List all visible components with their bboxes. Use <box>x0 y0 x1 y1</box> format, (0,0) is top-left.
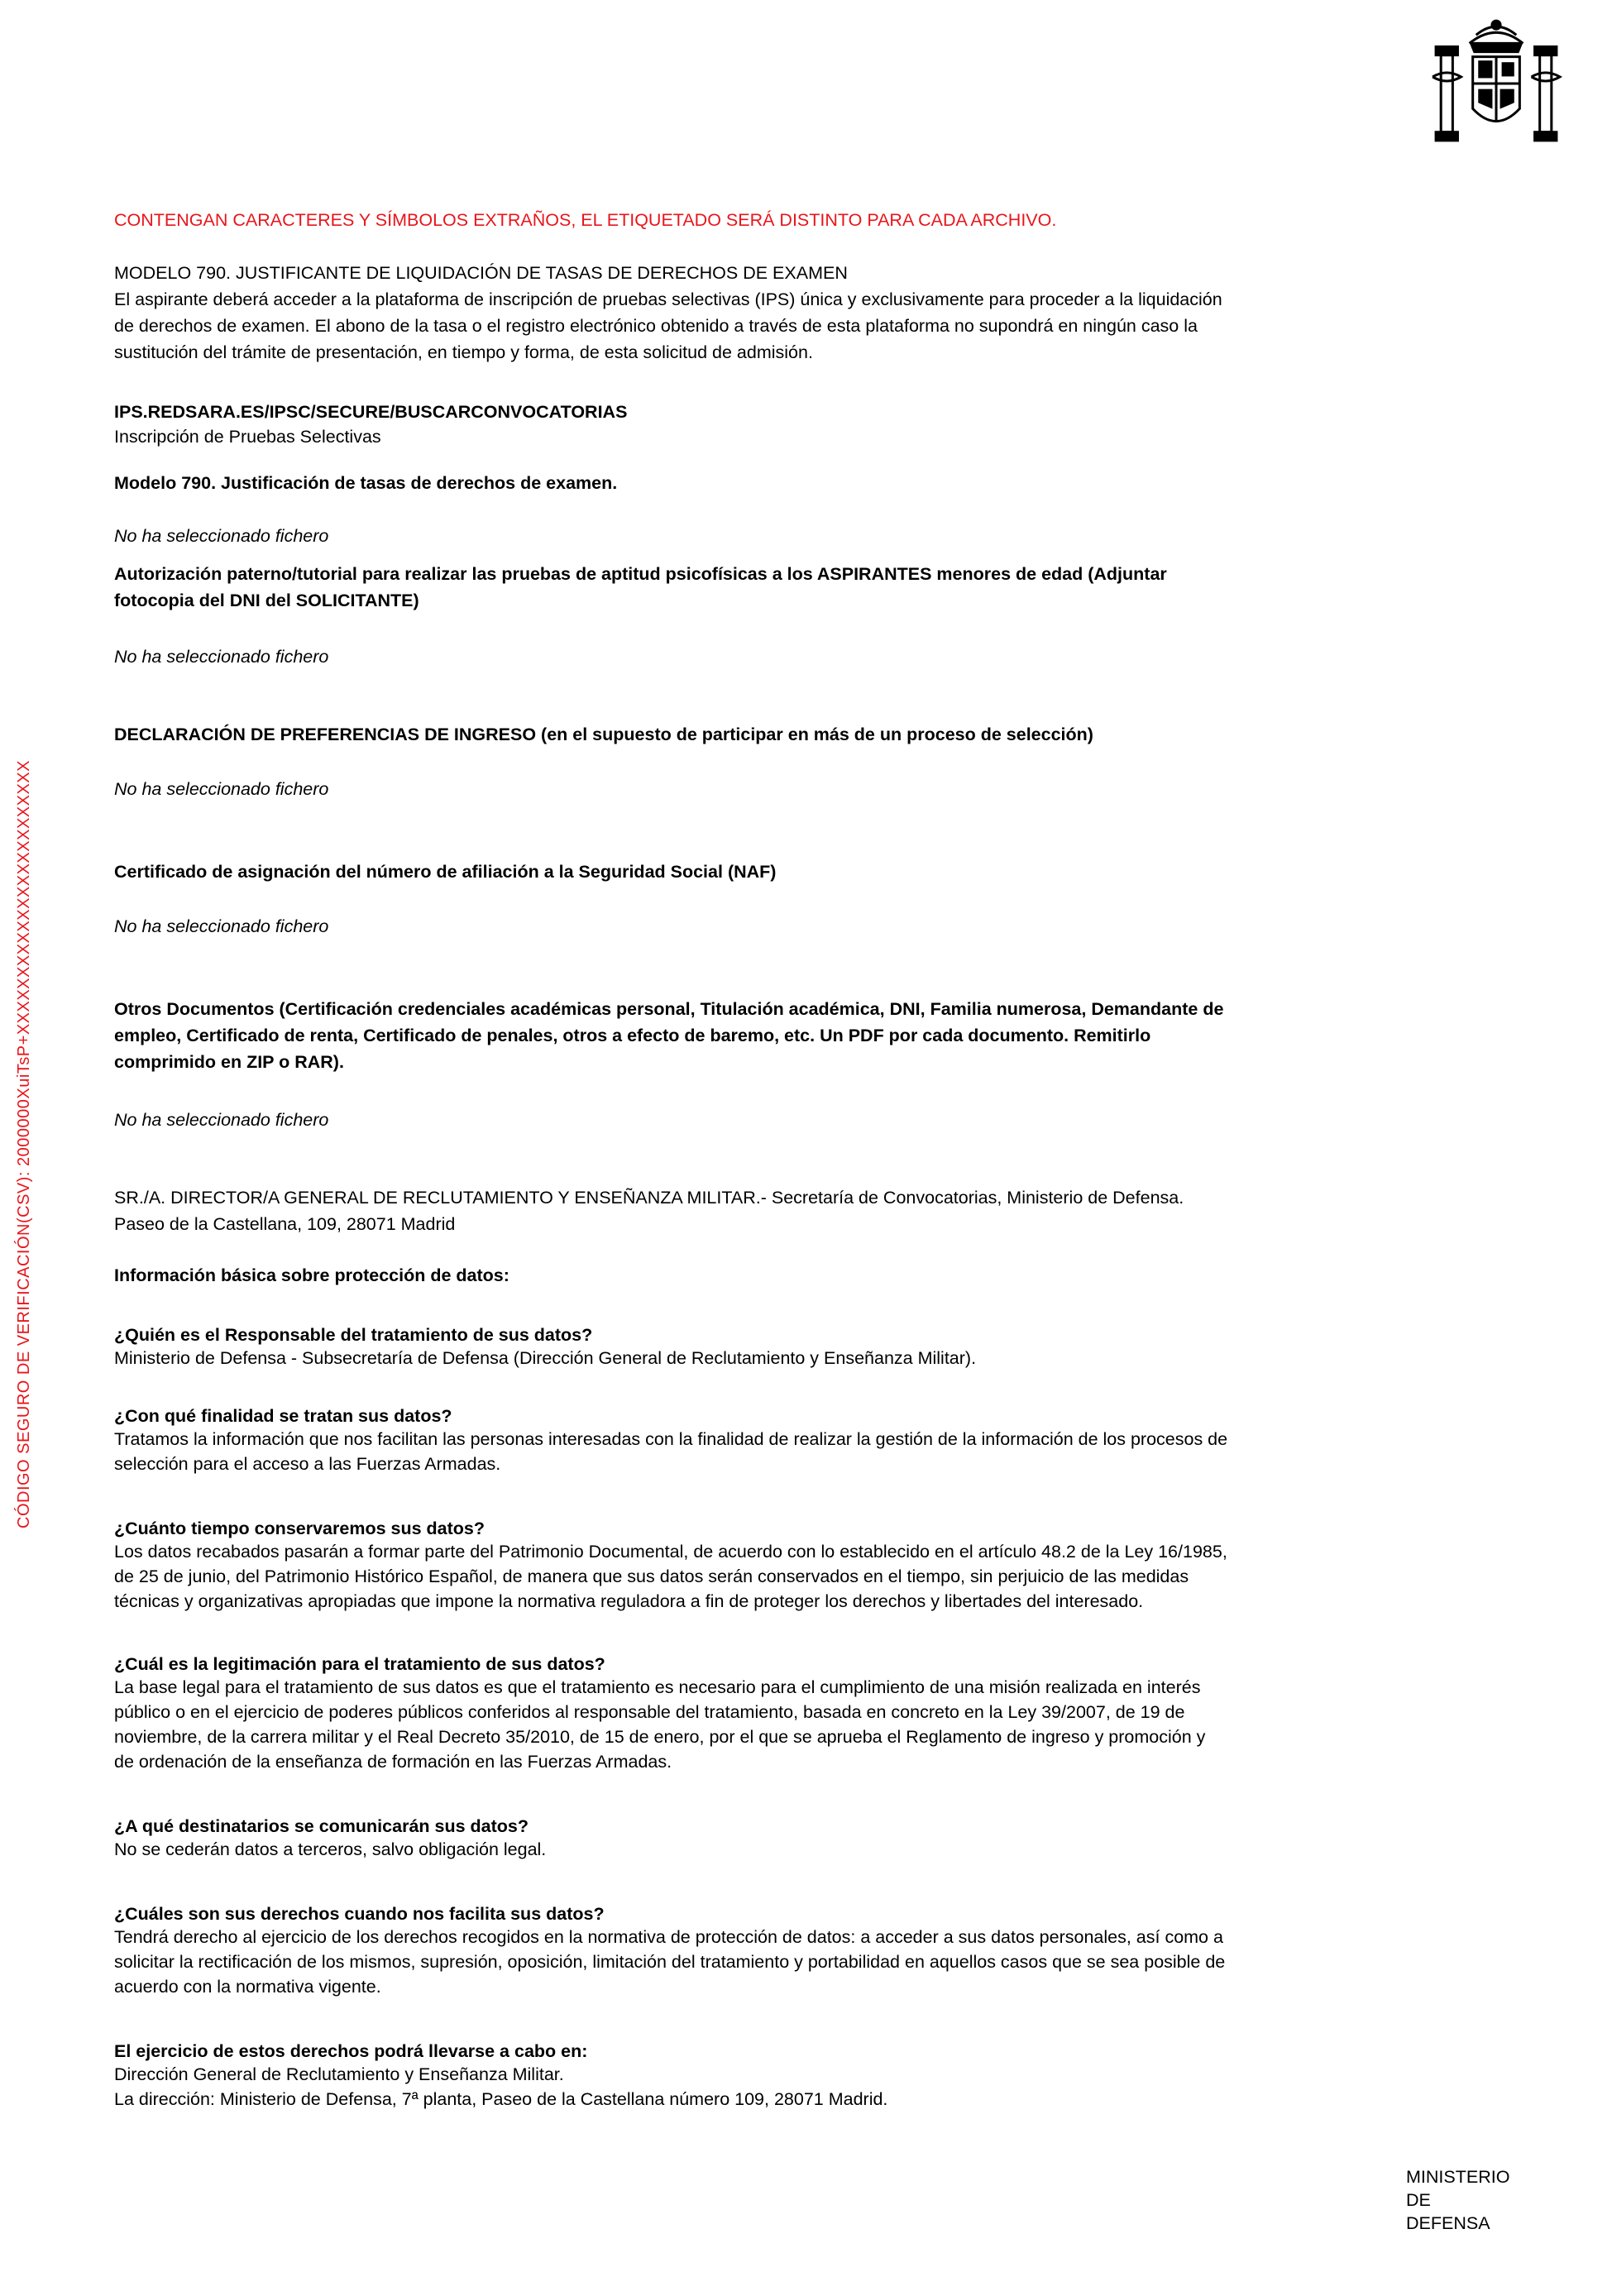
privacy-answer: noviembre, de la carrera militar y el Real Decreto 35/2010, de 15 de enero, por el que se aprueba el Reglamento de ingreso y promoción y <box>114 1727 1206 1747</box>
privacy-answer: Ministerio de Defensa - Subsecretaría de Defensa (Dirección General de Reclutamiento y Enseñanza Militar). <box>114 1348 977 1368</box>
privacy-answer: No se cederán datos a terceros, salvo obligación legal. <box>114 1839 547 1859</box>
modelo790-text: de derechos de examen. El abono de la tasa o el registro electrónico obtenido a través de esta plataforma no supondrá en ningún caso la <box>114 316 1198 336</box>
file-status: No ha seleccionado fichero <box>114 526 329 546</box>
privacy-question: El ejercicio de estos derechos podrá llevarse a cabo en: <box>114 2041 588 2061</box>
privacy-answer: Tratamos la información que nos facilitan las personas interesadas con la finalidad de realizar la gestión de la información de los procesos de <box>114 1429 1228 1449</box>
address-line: SR./A. DIRECTOR/A GENERAL DE RECLUTAMIENTO Y ENSEÑANZA MILITAR.- Secretaría de Convocatorias, Ministerio de Defensa. <box>114 1188 1184 1208</box>
privacy-answer: Dirección General de Reclutamiento y Enseñanza Militar. <box>114 2064 564 2084</box>
privacy-answer: público o en el ejercicio de poderes públicos conferidos al responsable del tratamiento, basada en concreto en la Ley 39/2007, de 19 de <box>114 1702 1185 1722</box>
modelo790-text: El aspirante deberá acceder a la plataforma de inscripción de pruebas selectivas (IPS) única y exclusivamente para proceder a la liquidación <box>114 289 1222 309</box>
footer-line: DEFENSA <box>1406 2213 1490 2233</box>
file-status: No ha seleccionado fichero <box>114 779 329 799</box>
doc-label-otros: Otros Documentos (Certificación credenciales académicas personal, Titulación académica, DNI, Familia numerosa, Demandante de <box>114 999 1224 1019</box>
privacy-answer: acuerdo con la normativa vigente. <box>114 1977 381 1997</box>
doc-label-naf: Certificado de asignación del número de afiliación a la Seguridad Social (NAF) <box>114 862 777 882</box>
privacy-answer: de 25 de junio, del Patrimonio Histórico Español, de manera que sus datos serán conservados en el tiempo, sin perjuicio de las medidas <box>114 1567 1189 1586</box>
privacy-answer: de ordenación de la enseñanza de formación en las Fuerzas Armadas. <box>114 1752 672 1772</box>
privacy-answer: La base legal para el tratamiento de sus datos es que el tratamiento es necesario para el cumplimiento de una misión realizada en interés <box>114 1677 1201 1697</box>
ips-link[interactable]: IPS.REDSARA.ES/IPSC/SECURE/BUSCARCONVOCATORIAS <box>114 402 628 422</box>
doc-label-autorizacion: fotocopia del DNI del SOLICITANTE) <box>114 591 419 610</box>
privacy-answer: Tendrá derecho al ejercicio de los derechos recogidos en la normativa de protección de datos: a acceder a sus datos personales, así como a <box>114 1927 1223 1947</box>
doc-label-autorizacion: Autorización paterno/tutorial para realizar las pruebas de aptitud psicofísicas a los ASPIRANTES menores de edad (Adjuntar <box>114 564 1167 584</box>
privacy-answer: La dirección: Ministerio de Defensa, 7ª planta, Paseo de la Castellana número 109, 28071 Madrid. <box>114 2089 888 2109</box>
doc-label-modelo790: Modelo 790. Justificación de tasas de derechos de examen. <box>114 473 618 493</box>
privacy-question: ¿A qué destinatarios se comunicarán sus datos? <box>114 1816 529 1836</box>
privacy-question: ¿Quién es el Responsable del tratamiento de sus datos? <box>114 1325 593 1345</box>
coat-of-arms-logo <box>1429 15 1563 149</box>
doc-label-otros: comprimido en ZIP o RAR). <box>114 1052 344 1072</box>
privacy-answer: técnicas y organizativas apropiadas que impone la normativa reguladora a fin de proteger los derechos y libertades del interesado. <box>114 1591 1144 1611</box>
file-status: No ha seleccionado fichero <box>114 1110 329 1130</box>
privacy-heading: Información básica sobre protección de datos: <box>114 1265 509 1285</box>
address-line: Paseo de la Castellana, 109, 28071 Madrid <box>114 1214 456 1234</box>
csv-verification-code: CÓDIGO SEGURO DE VERIFICACIÓN(CSV): 2000000XuiTsP+XXXXXXXXXXXXXXXXXXXXXXXX <box>15 760 33 1528</box>
file-status: No ha seleccionado fichero <box>114 916 329 936</box>
ips-subtitle: Inscripción de Pruebas Selectivas <box>114 427 381 447</box>
ministry-footer <box>1406 2165 1509 2235</box>
footer-line: DE <box>1406 2190 1431 2210</box>
privacy-answer: selección para el acceso a las Fuerzas Armadas. <box>114 1454 501 1474</box>
modelo790-text: sustitución del trámite de presentación, en tiempo y forma, de esta solicitud de admisión. <box>114 342 813 362</box>
privacy-question: ¿Cuáles son sus derechos cuando nos facilita sus datos? <box>114 1904 605 1924</box>
modelo790-title: MODELO 790. JUSTIFICANTE DE LIQUIDACIÓN DE TASAS DE DERECHOS DE EXAMEN <box>114 263 848 283</box>
file-status: No ha seleccionado fichero <box>114 647 329 667</box>
privacy-question: ¿Con qué finalidad se tratan sus datos? <box>114 1406 452 1426</box>
privacy-answer: Los datos recabados pasarán a formar parte del Patrimonio Documental, de acuerdo con lo establecido en el artículo 48.2 de la Ley 16/1985, <box>114 1542 1227 1562</box>
footer-line: MINISTERIO <box>1406 2167 1510 2187</box>
privacy-answer: solicitar la rectificación de los mismos, supresión, oposición, limitación del tratamiento y portabilidad en aquellos casos que se sea posible de <box>114 1952 1226 1972</box>
doc-label-preferencias: DECLARACIÓN DE PREFERENCIAS DE INGRESO (en el supuesto de participar en más de un proceso de selección) <box>114 725 1093 744</box>
warning-text: CONTENGAN CARACTERES Y SÍMBOLOS EXTRAÑOS, EL ETIQUETADO SERÁ DISTINTO PARA CADA ARCHIVO. <box>114 210 1057 230</box>
doc-label-otros: empleo, Certificado de renta, Certificado de penales, otros a efecto de baremo, etc. Un PDF por cada documento. Remitirlo <box>114 1026 1151 1045</box>
privacy-question: ¿Cuál es la legitimación para el tratamiento de sus datos? <box>114 1654 605 1674</box>
privacy-question: ¿Cuánto tiempo conservaremos sus datos? <box>114 1519 486 1538</box>
